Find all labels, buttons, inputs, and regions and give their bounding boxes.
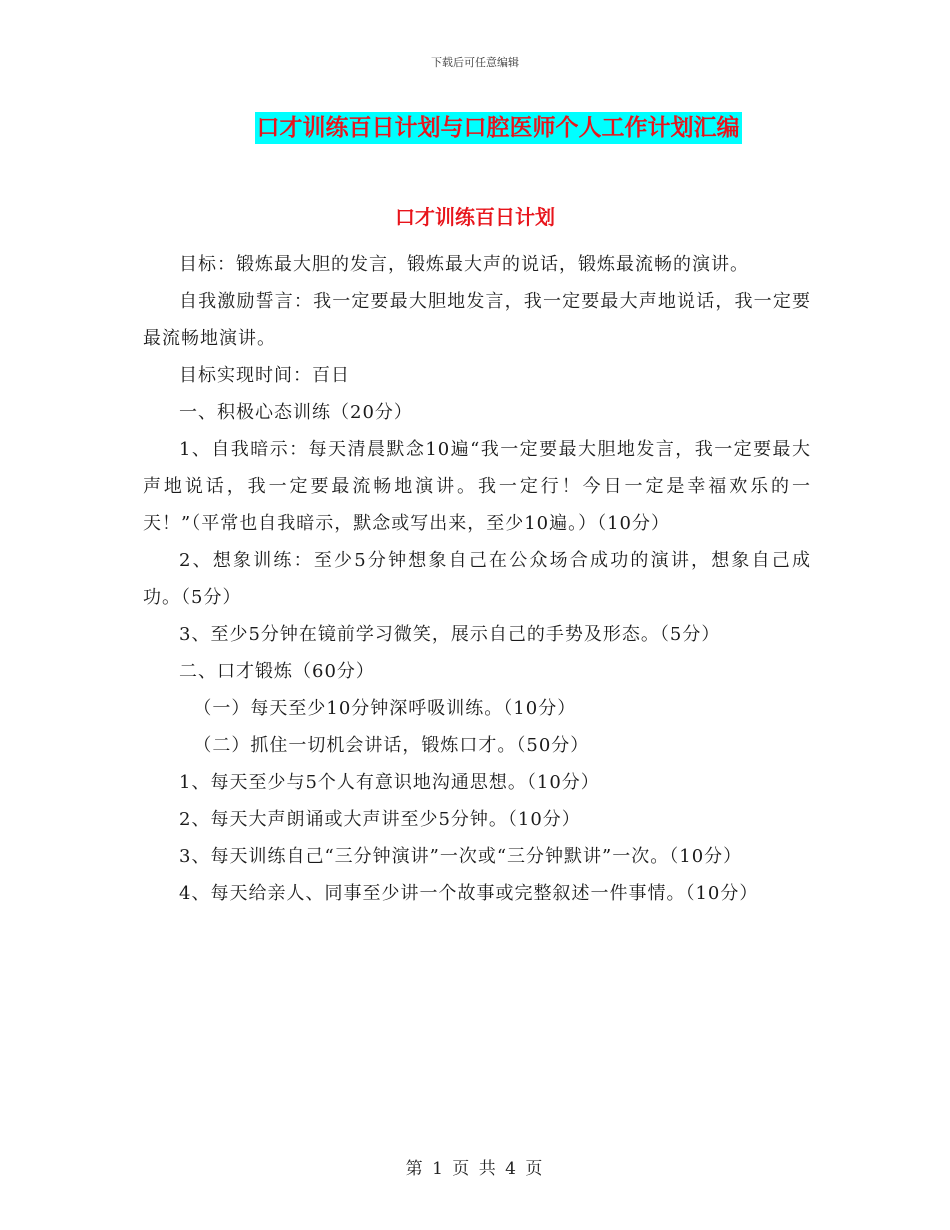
paragraph-subitem: （一）每天至少10分钟深呼吸训练。（10分） [193, 698, 577, 719]
paragraph-subitem: （二）抓住一切机会讲话，锻炼口才。（50分） [193, 735, 590, 756]
document-title-container [0, 112, 950, 144]
paragraph-item: 4、每天给亲人、同事至少讲一个故事或完整叙述一件事情。（10分） [179, 883, 759, 904]
paragraph-item: 3、至少5分钟在镜前学习微笑，展示自己的手势及形态。（5分） [179, 624, 721, 645]
page-footer: 第 1 页 共 4 页 [405, 1159, 545, 1179]
document-title: 口才训练百日计划与口腔医师个人工作计划汇编 [255, 112, 742, 144]
paragraph-item: 2、每天大声朗诵或大声讲至少5分钟。（10分） [179, 809, 581, 830]
paragraph-heading-speaking: 二、口才锻炼（60分） [179, 661, 375, 682]
paragraph-goal: 目标：锻炼最大胆的发言，锻炼最大声的说话，锻炼最流畅的演讲。 [179, 254, 749, 275]
document-body [143, 246, 811, 912]
page-header-note: 下载后可任意编辑 [431, 56, 519, 69]
section-title: 口才训练百日计划 [395, 205, 555, 229]
paragraph-item: 1、每天至少与5个人有意识地沟通思想。（10分） [179, 772, 600, 793]
paragraph-heading-mindset: 一、积极心态训练（20分） [179, 402, 413, 423]
paragraph-item: 3、每天训练自己“三分钟演讲”一次或“三分钟默讲”一次。（10分） [179, 846, 743, 867]
paragraph-item: 1、自我暗示：每天清晨默念10遍“我一定要最大胆地发言，我一定要最大声地说话，我一定要最流畅地演讲。我一定行！今日一定是幸福欢乐的一天！”（平常也自我暗示，默念或写出来，至少10遍。）（10分） [143, 439, 811, 534]
paragraph-timeframe: 目标实现时间：百日 [179, 365, 350, 386]
paragraph-item: 2、想象训练：至少5分钟想象自己在公众场合成功的演讲，想象自己成功。（5分） [143, 550, 811, 608]
paragraph-motto: 自我激励誓言：我一定要最大胆地发言，我一定要最大声地说话，我一定要最流畅地演讲。 [143, 291, 811, 349]
